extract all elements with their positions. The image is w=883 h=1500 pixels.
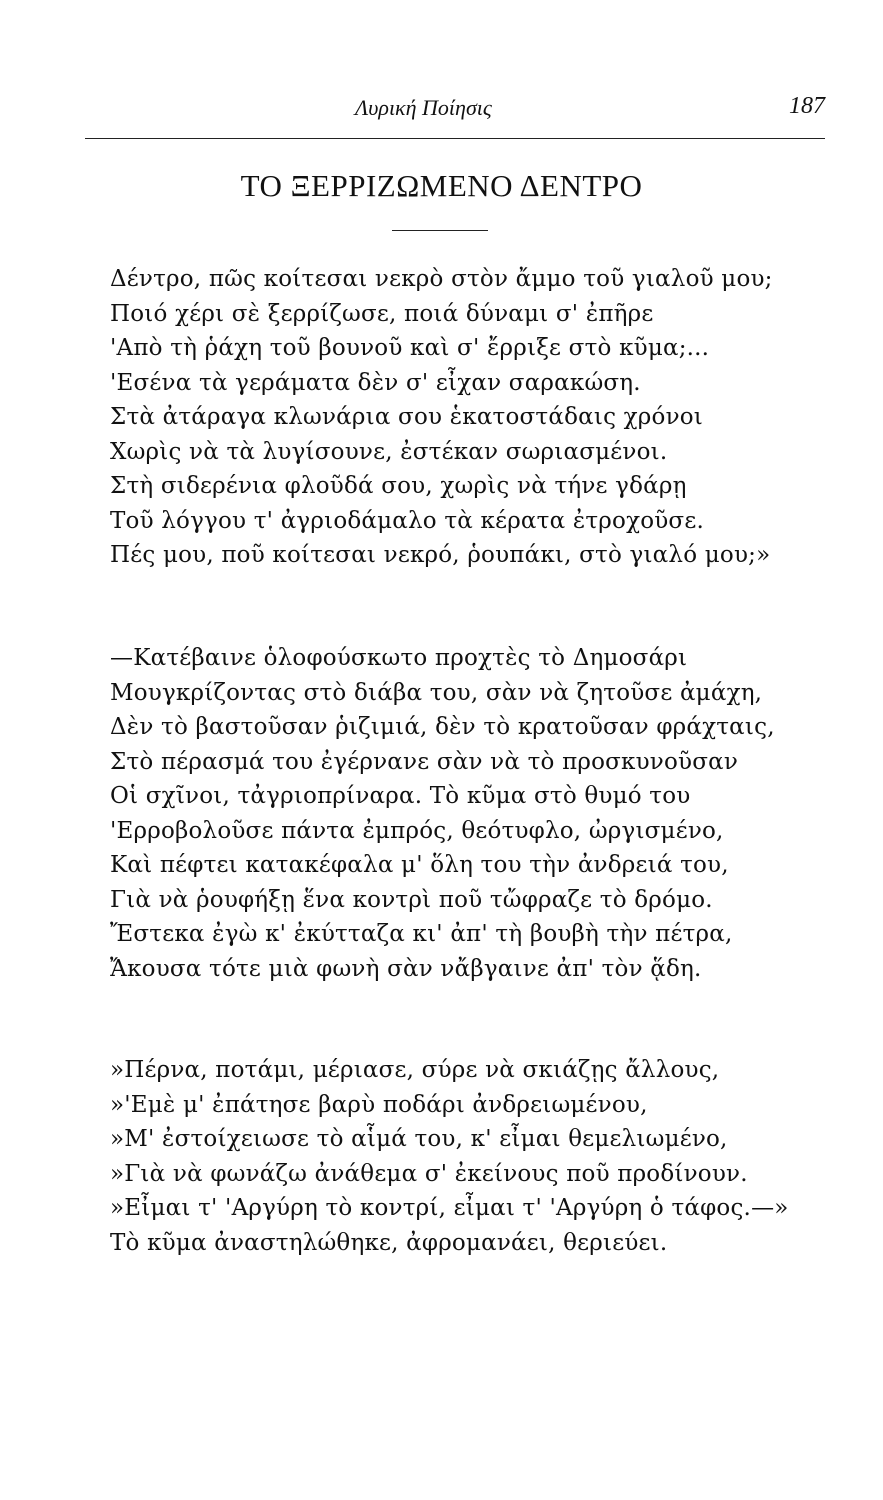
poem-line: »Μ' ἐστοίχειωσε τὸ αἷμά του, κ' εἶμαι θεμελιωμένο, — [110, 1126, 728, 1152]
poem-line: Γιὰ νὰ ῥουφήξῃ ἕνα κοντρὶ ποῦ τὤφραζε τὸ δρόμο. — [110, 886, 713, 913]
poem-line: Ἄκουσα τότε μιὰ φωνὴ σὰν νἄβγαινε ἀπ' τὸν ᾅδη. — [110, 955, 702, 982]
header-divider — [85, 138, 825, 139]
page-number: 187 — [789, 93, 825, 119]
poem-line: Δὲν τὸ βαστοῦσαν ῥιζιμιά, δὲν τὸ κρατοῦσαν φράχταις, — [110, 714, 775, 740]
poem-line: »Γιὰ νὰ φωνάζω ἀνάθεμα σ' ἐκείνους ποῦ προδίνουν. — [110, 1160, 748, 1187]
running-title: Λυρική Ποίησις — [355, 95, 492, 120]
poem-line: Ἔστεκα ἐγὼ κ' ἐκύτταζα κι' ἀπ' τὴ βουβὴ τὴν πέτρα, — [110, 921, 733, 947]
title-divider — [392, 230, 488, 231]
poem-line: Οἱ σχῖνοι, τἀγριοπρίναρα. Τὸ κῦμα στὸ θυμό του — [110, 783, 691, 809]
poem-line: Στὴ σιδερένια φλοῦδά σου, χωρὶς νὰ τήνε γδάρῃ — [110, 473, 687, 499]
poem-line: Δέντρο, πῶς κοίτεσαι νεκρὸ στὸν ἄμμο τοῦ γιαλοῦ μου; — [110, 266, 773, 292]
stanza-2 — [110, 641, 830, 986]
poem-line: Καὶ πέφτει κατακέφαλα μ' ὅλη του τὴν ἀνδρειά του, — [110, 852, 729, 878]
stanza-1 — [110, 262, 830, 573]
poem-line: Τὸ κῦμα ἀναστηλώθηκε, ἀφρομανάει, θεριεύει. — [110, 1229, 668, 1256]
poem-line: 'Εσένα τὰ γεράματα δὲν σ' εἶχαν σαρακώση. — [110, 369, 641, 396]
poem-line: 'Απὸ τὴ ῥάχη τοῦ βουνοῦ καὶ σ' ἔρριξε στὸ κῦμα;... — [110, 335, 710, 361]
poem-line: Στὰ ἀτάραγα κλωνάρια σου ἑκατοστάδαις χρόνοι — [110, 404, 704, 430]
poem-line: Πές μου, ποῦ κοίτεσαι νεκρό, ῥουπάκι, στὸ γιαλό μου;» — [110, 542, 771, 568]
poem-line: Στὸ πέρασμά του ἐγέρνανε σὰν νὰ τὸ προσκυνοῦσαν — [110, 748, 739, 775]
running-head — [85, 95, 825, 129]
poem-line: —Κατέβαινε ὁλοφούσκωτο προχτὲς τὸ Δημοσάρι — [110, 645, 688, 671]
poem-line: Τοῦ λόγγου τ' ἀγριοδάμαλο τὰ κέρατα ἐτροχοῦσε. — [110, 507, 704, 534]
stanza-3 — [110, 1053, 830, 1260]
poem-line: »Εἶμαι τ' 'Αργύρη τὸ κοντρί, εἶμαι τ' 'Αργύρη ὁ τάφος.—» — [110, 1195, 789, 1221]
poem-title: ΤΟ ΞΕΡΡΙΖΩΜΕΝΟ ΔΕΝΤΡΟ — [240, 168, 643, 203]
poem-line: Χωρὶς νὰ τὰ λυγίσουνε, ἐστέκαν σωριασμένοι. — [110, 438, 668, 465]
poem-line: Μουγκρίζοντας στὸ διάβα του, σὰν νὰ ζητοῦσε ἀμάχη, — [110, 679, 763, 706]
poem-line: Ποιό χέρι σὲ ξερρίζωσε, ποιά δύναμι σ' ἐπῆρε — [110, 300, 654, 327]
poem-line: »Πέρνα, ποτάμι, μέριασε, σύρε νὰ σκιάζῃς ἄλλους, — [110, 1057, 720, 1083]
poem-line: 'Ερροβολοῦσε πάντα ἐμπρός, θεότυφλο, ὠργισμένο, — [110, 817, 724, 844]
poem-line: »'Εμὲ μ' ἐπάτησε βαρὺ ποδάρι ἀνδρειωμένου, — [110, 1091, 648, 1118]
